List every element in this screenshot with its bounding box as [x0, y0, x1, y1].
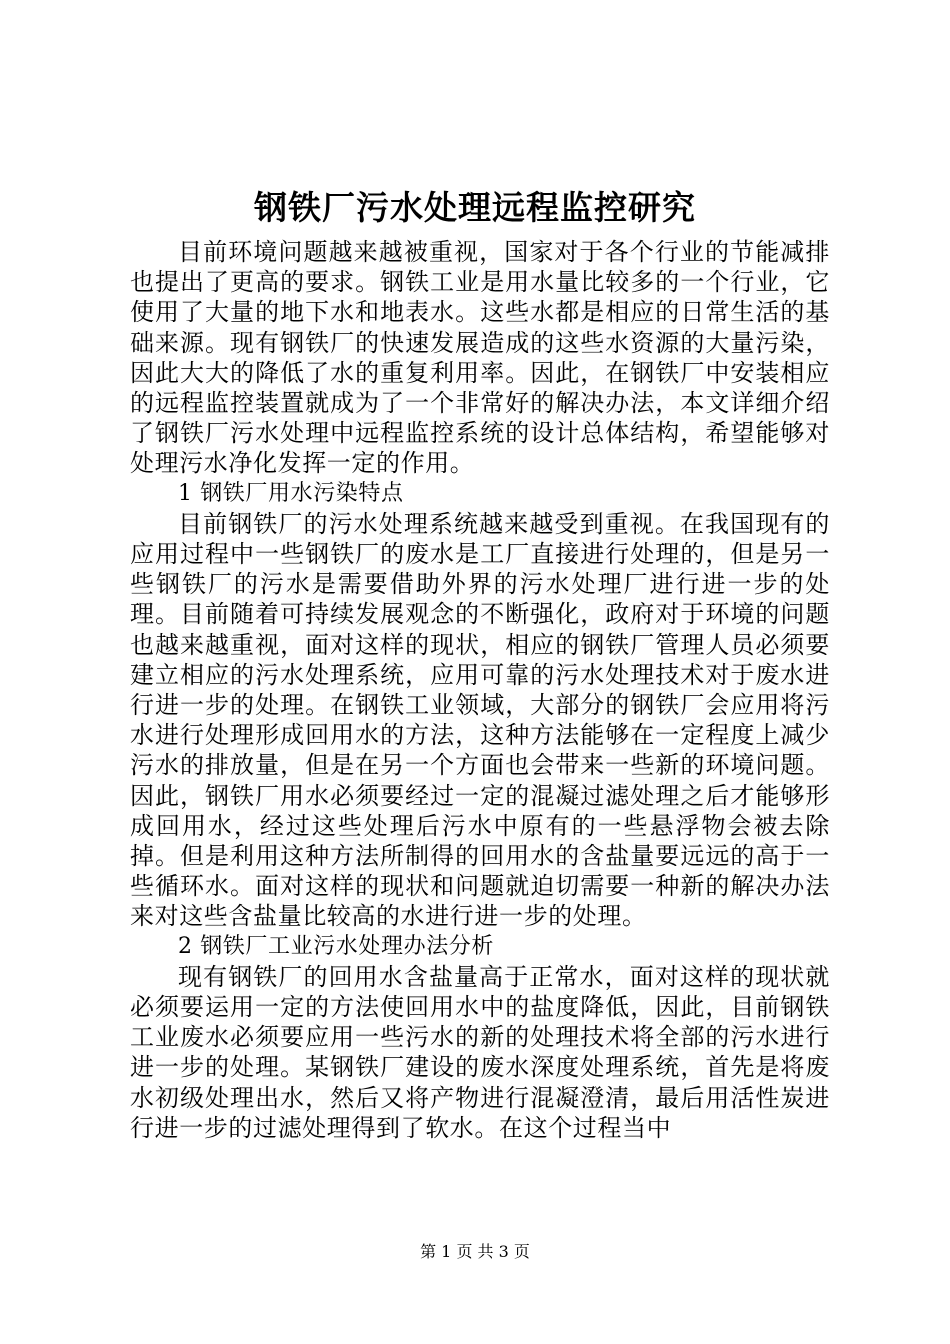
- section-heading-1: 1 钢铁厂用水污染特点: [178, 480, 404, 506]
- document-body: [130, 237, 830, 1143]
- document-title: 钢铁厂污水处理远程监控研究: [254, 188, 696, 227]
- paragraph-intro: 目前环境问题越来越被重视，国家对于各个行业的节能减排也提出了更高的要求。钢铁工业是用水量比较多的一个行业，它使用了大量的地下水和地表水。这些水都是相应的日常生活的基础来源。现有钢铁厂的快速发展造成的这些水资源的大量污染，因此大大的降低了水的重复利用率。因此，在钢铁厂中安装相应的远程监控装置就成为了一个非常好的解决办法，本文详细介绍了钢铁厂污水处理中远程监控系统的设计总体结构，希望能够对处理污水净化发挥一定的作用。: [130, 238, 830, 478]
- section-heading-2: 2 钢铁厂工业污水处理办法分析: [178, 933, 494, 959]
- page-number-footer: 第 1 页 共 3 页: [420, 1242, 530, 1261]
- paragraph-section-2: 现有钢铁厂的回用水含盐量高于正常水，面对这样的现状就必须要运用一定的方法使回用水中的盐度降低，因此，目前钢铁工业废水必须要应用一些污水的新的处理技术将全部的污水进行进一步的处理。某钢铁厂建设的废水深度处理系统，首先是将废水初级处理出水，然后又将产物进行混凝澄清，最后用活性炭进行进一步的过滤处理得到了软水。在这个过程当中: [130, 962, 830, 1142]
- paragraph-section-1: 目前钢铁厂的污水处理系统越来越受到重视。在我国现有的应用过程中一些钢铁厂的废水是工厂直接进行处理的，但是另一些钢铁厂的污水是需要借助外界的污水处理厂进行进一步的处理。目前随着可持续发展观念的不断强化，政府对于环境的问题也越来越重视，面对这样的现状，相应的钢铁厂管理人员必须要建立相应的污水处理系统，应用可靠的污水处理技术对于废水进行进一步的处理。在钢铁工业领域，大部分的钢铁厂会应用将污水进行处理形成回用水的方法，这种方法能够在一定程度上减少污水的排放量，但是在另一个方面也会带来一些新的环境问题。因此，钢铁厂用水必须要经过一定的混凝过滤处理之后才能够形成回用水，经过这些处理后污水中原有的一些悬浮物会被去除掉。但是利用这种方法所制得的回用水的含盐量要远远的高于一些循环水。面对这样的现状和问题就迫切需要一种新的解决办法来对这些含盐量比较高的水进行进一步的处理。: [130, 509, 830, 931]
